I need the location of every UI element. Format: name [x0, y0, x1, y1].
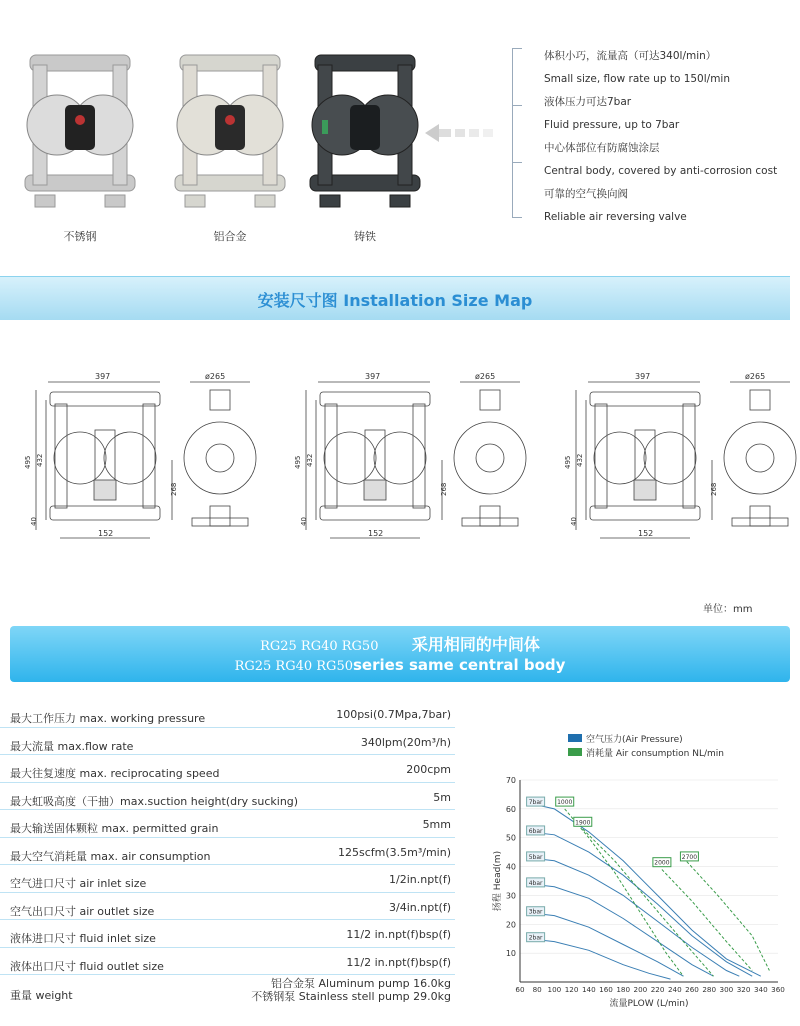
specs-table — [0, 700, 455, 1011]
banner2-models1: RG25 RG40 RG50 — [260, 639, 379, 654]
spec-value: 5m — [433, 790, 451, 804]
x-tick-label: 320 — [736, 985, 751, 994]
legend-swatch — [568, 734, 582, 742]
spec-row — [0, 865, 455, 893]
drawing-set-2 — [294, 372, 526, 538]
x-tick-label: 120 — [564, 985, 579, 994]
spec-row — [0, 728, 455, 756]
banner2-models2: RG25 RG40 RG50 — [234, 659, 353, 674]
pressure-tag-label: 4bar — [528, 879, 543, 887]
feature-line: Reliable air reversing valve — [544, 211, 687, 223]
pressure-tag-label: 2bar — [528, 934, 543, 942]
pump-photo-cast-iron — [300, 40, 430, 215]
consumption-curve — [583, 829, 714, 976]
pump-caption-stainless: 不锈钢 — [63, 230, 97, 243]
spec-label: 空气进口尺寸 air inlet size — [10, 877, 147, 890]
pump-photo-stainless — [15, 40, 145, 215]
x-tick-label: 260 — [685, 985, 699, 994]
feature-line: 中心体部位有防腐蚀涂层 — [544, 142, 660, 154]
spec-row — [0, 783, 455, 811]
pump-body-1 — [25, 55, 135, 207]
spec-row-weight — [0, 975, 455, 1011]
spec-row — [0, 838, 455, 866]
x-axis-label: 流量PLOW (L/min) — [609, 999, 689, 1009]
y-tick-label: 30 — [505, 891, 516, 901]
spec-label: 液体进口尺寸 fluid inlet size — [10, 932, 156, 945]
dim-height-inner: 432 — [36, 453, 44, 467]
spec-value: 340lpm(20m³/h) — [360, 735, 451, 749]
arrow-left-icon — [425, 120, 505, 146]
banner2-line1 — [10, 632, 790, 655]
x-tick-label: 340 — [753, 985, 768, 994]
unit-label: 单位：mm — [703, 604, 753, 615]
pump-caption-aluminum: 铝合金 — [213, 230, 247, 243]
spec-label: 最大往复速度 max. reciprocating speed — [10, 767, 220, 780]
drawing-set-3 — [564, 372, 796, 538]
spec-label: 最大虹吸高度（干抽）max.suction height(dry sucking) — [10, 794, 299, 808]
x-tick-label: 360 — [771, 985, 785, 994]
x-tick-label: 220 — [650, 985, 665, 994]
spec-value: 100psi(0.7Mpa,7bar) — [336, 708, 451, 721]
dim-width: 397 — [95, 372, 111, 381]
spec-label: 重量 weight — [10, 989, 73, 1002]
banner2-line2 — [10, 656, 790, 674]
feature-line: 可靠的空气换向阀 — [544, 188, 628, 200]
performance-chart — [493, 730, 800, 1026]
consumption-tag-label: 1000 — [557, 799, 573, 807]
weight-aluminum: 铝合金泵 Aluminum pump 16.0kg — [271, 977, 451, 990]
pressure-tag-label: 5bar — [528, 853, 543, 861]
y-tick-label: 50 — [505, 833, 516, 843]
spec-value: 200cpm — [406, 763, 451, 776]
pressure-tag-label: 3bar — [528, 908, 543, 916]
banner2-title-cn: 采用相同的中间体 — [411, 635, 540, 654]
pump-photo-aluminum — [165, 40, 295, 215]
y-tick-label: 10 — [505, 949, 516, 959]
pump-caption-cast-iron: 铸铁 — [354, 230, 376, 243]
spec-label: 最大工作压力 max. working pressure — [10, 712, 206, 725]
legend-label: 空气压力(Air Pressure) — [586, 735, 683, 745]
pressure-tag-label: 7bar — [528, 799, 543, 807]
x-tick-label: 80 — [532, 985, 542, 994]
pump-body-2 — [175, 55, 285, 207]
legend-swatch — [568, 748, 582, 756]
spec-value: 11/2 in.npt(f)bsp(f) — [346, 955, 451, 969]
spec-value: 1/2in.npt(f) — [389, 873, 451, 886]
spec-value: 125scfm(3.5m³/min) — [337, 845, 451, 859]
spec-label: 最大流量 max.flow rate — [10, 739, 134, 753]
spec-label: 最大空气消耗量 max. air consumption — [10, 849, 211, 863]
pressure-tag-label: 6bar — [528, 827, 543, 835]
x-tick-label: 200 — [633, 985, 648, 994]
feature-line: 液体压力可达7bar — [544, 96, 632, 108]
spec-row — [0, 948, 455, 976]
feature-line: Fluid pressure, up to 7bar — [544, 119, 680, 131]
legend-label: 消耗量 Air consumption NL/min — [586, 749, 724, 759]
y-axis-label: 扬程 Head(m) — [493, 850, 503, 912]
drawing-set — [24, 372, 256, 538]
dim-height-total: 495 — [24, 455, 32, 469]
spec-value: 3/4in.npt(f) — [389, 900, 451, 914]
spec-row — [0, 893, 455, 921]
spec-row — [0, 755, 455, 783]
spec-value — [251, 977, 451, 1003]
consumption-curve — [565, 809, 684, 976]
feature-bracket — [512, 48, 526, 218]
spec-label: 空气出口尺寸 air outlet size — [10, 904, 155, 918]
consumption-tag-label: 2700 — [681, 853, 698, 861]
dim-base: 152 — [98, 529, 114, 538]
x-tick-label: 100 — [547, 985, 562, 994]
pump-body-3 — [310, 55, 420, 207]
dim-diameter: ø265 — [205, 372, 226, 381]
weight-stainless: 不锈钢泵 Stainless stell pump 29.0kg — [251, 990, 451, 1003]
x-tick-label: 160 — [599, 985, 613, 994]
dim-height-side: 268 — [170, 482, 178, 496]
spec-label: 液体出口尺寸 fluid outlet size — [10, 959, 164, 973]
feature-line: 体积小巧，流量高（可达340l/min） — [544, 50, 717, 62]
y-tick-label: 70 — [505, 776, 516, 785]
feature-line: Small size, flow rate up to 150l/min — [544, 73, 730, 85]
spec-row — [0, 810, 455, 838]
consumption-tag-label: 1900 — [575, 819, 591, 827]
central-body-banner — [10, 626, 790, 682]
spec-value: 11/2 in.npt(f)bsp(f) — [346, 928, 451, 941]
pressure-curve — [529, 939, 671, 979]
spec-value: 5mm — [422, 818, 451, 831]
y-tick-label: 20 — [505, 920, 516, 930]
consumption-tag-label: 2000 — [654, 859, 670, 867]
feature-list — [544, 45, 777, 229]
installation-drawings — [0, 370, 800, 550]
x-tick-label: 140 — [581, 985, 596, 994]
x-tick-label: 280 — [702, 985, 717, 994]
feature-line: Central body, covered by anti-corrosion cost — [544, 165, 778, 177]
x-tick-label: 240 — [667, 985, 682, 994]
y-tick-label: 40 — [505, 862, 516, 872]
consumption-curve — [683, 858, 769, 971]
banner-title: 安装尺寸图 Installation Size Map — [257, 291, 533, 310]
spec-row — [0, 920, 455, 948]
x-tick-label: 300 — [719, 985, 734, 994]
spec-label: 最大输送固体颗粒 max. permitted grain — [10, 822, 219, 835]
pressure-curve — [529, 832, 753, 976]
installation-size-banner — [0, 276, 790, 320]
x-tick-label: 60 — [515, 985, 525, 994]
dim-foot: 40 — [30, 517, 38, 526]
y-tick-label: 60 — [505, 804, 516, 814]
x-tick-label: 180 — [616, 985, 631, 994]
spec-row — [0, 700, 455, 728]
banner2-title-en: series same central body — [353, 656, 566, 674]
